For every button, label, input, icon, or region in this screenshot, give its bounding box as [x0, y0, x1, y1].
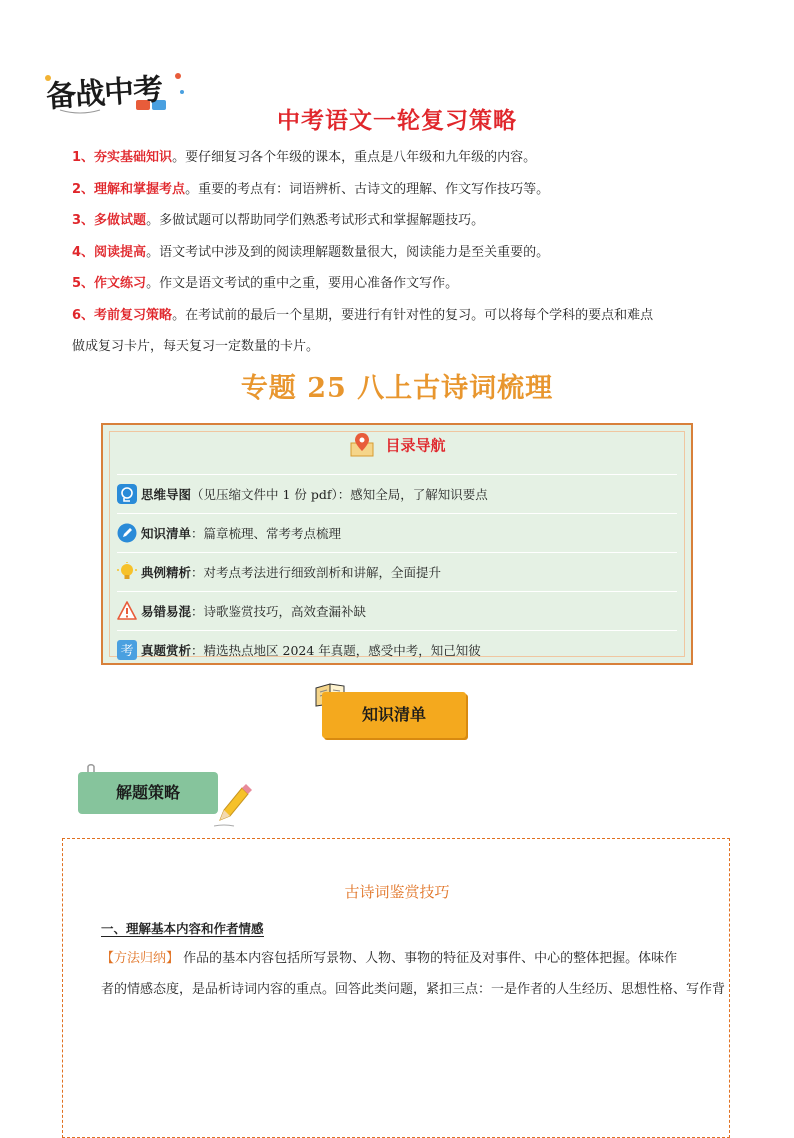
method-paragraph: 【方法归纳】 作品的基本内容包括所写景物、人物、事物的特征及对事件、中心的整体把握。体味作 者的情感态度，是品析诗词内容的重点。回答此类问题，紧扣三点：一是作者的人生经历、思想性格、写作背	[101, 951, 726, 997]
tip-item: 1、夯实基础知识。要仔细复习各个年级的课本，重点是八年级和九年级的内容。	[72, 150, 537, 165]
method-label: 【方法归纳】	[101, 951, 180, 966]
nav-item-mistakes[interactable]: 易错易混 ：诗歌鉴赏技巧，高效查漏补缺	[117, 591, 677, 630]
logo-text: 备战中考	[45, 71, 164, 115]
tip-item: 2、理解和掌握考点。重要的考点有：词语辨析、古诗文的理解、作文写作技巧等。	[72, 181, 550, 197]
svg-text:考: 考	[120, 644, 134, 659]
pencil-drawing-icon	[214, 780, 254, 830]
tip-item: 4、阅读提高。语文考试中涉及到的阅读理解题数量很大，阅读能力是至关重要的。	[72, 244, 550, 260]
topic-title: 专题 25 八上古诗词梳理	[240, 373, 554, 404]
warning-icon	[117, 601, 137, 621]
map-pin-icon	[348, 431, 376, 459]
tip-item: 6、考前复习策略。在考试前的最后一个星期，要进行有针对性的复习。可以将每个学科的要点和难点	[72, 307, 654, 323]
strategy-tab-label: 解题策略	[115, 783, 180, 802]
strategy-tab	[74, 762, 254, 832]
content-title: 古诗词鉴赏技巧	[344, 883, 450, 901]
nav-item-real-exams[interactable]: 考 真题赏析 ：精选热点地区 2024 年真题，感受中考，知己知彼	[117, 630, 677, 669]
nav-header	[103, 431, 691, 467]
nav-item-examples[interactable]: 典例精析 ：对考点考法进行细致剖析和讲解，全面提升	[117, 552, 677, 591]
nav-item-mind-map[interactable]: 思维导图 （见压缩文件中 1 份 pdf）：感知全局，了解知识要点	[117, 474, 677, 513]
section-heading: 一、理解基本内容和作者情感	[101, 921, 264, 936]
nav-list	[117, 474, 677, 669]
tip-item: 5、作文练习。作文是语文考试的重中之重，要用心准备作文写作。	[72, 276, 459, 291]
nav-item-knowledge-list[interactable]: 知识清单 ：篇章梳理、常考考点梳理	[117, 513, 677, 552]
lightbulb-icon	[117, 562, 137, 582]
nav-box	[101, 423, 693, 665]
tip-item: 3、多做试题。多做试题可以帮助同学们熟悉考试形式和掌握解题技巧。	[72, 213, 485, 228]
content-box	[62, 838, 730, 1138]
pencil-icon	[117, 523, 137, 543]
exam-icon	[117, 640, 137, 660]
brain-icon	[117, 484, 137, 504]
strategy-tips-list	[72, 142, 732, 363]
page-title: 中考语文一轮复习策略	[277, 108, 517, 134]
badge-label: 知识清单	[361, 705, 426, 724]
knowledge-list-badge	[312, 678, 482, 744]
nav-header-title: 目录导航	[385, 436, 446, 455]
tip-item-continuation: 做成复习卡片，每天复习一定数量的卡片。	[72, 339, 320, 354]
